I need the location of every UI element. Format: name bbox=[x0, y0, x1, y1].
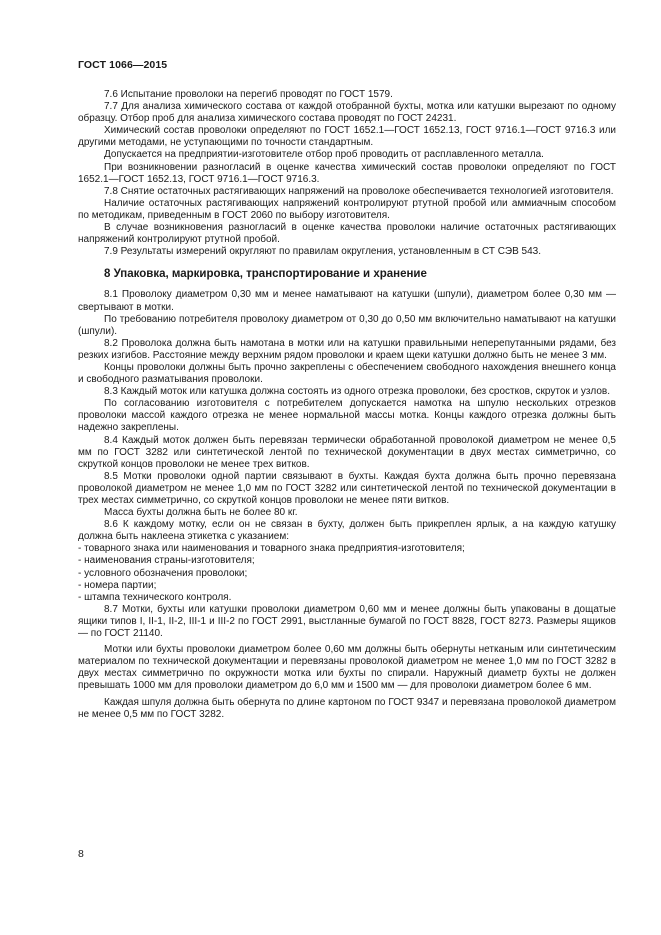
list-item: - номера партии; bbox=[78, 579, 157, 591]
paragraph-7-7: 7.7 Для анализа химического состава от каждой отобранной бухты, мотка или катушки вырезают по одному образцу. Отбор проб для анализа химического состава проводят по ГОСТ 24231. bbox=[78, 101, 616, 125]
paragraph-7-8: 7.8 Снятие остаточных растягивающих напряжений на проволоке обеспечивается технологией изготовителя. bbox=[104, 185, 614, 197]
paragraph-8-7: 8.7 Мотки, бухты или катушки проволоки диаметром 0,60 мм и менее должны быть упакованы в дощатые ящики типов I, II-1, II-2, III-1 и III-2 по ГОСТ 2991, выстланные бумагой по ГОСТ 8828, ГОСТ 8273. Размеры ящиков — по ГОСТ 21140. bbox=[78, 603, 616, 640]
paragraph-7-6: 7.6 Испытание проволоки на перегиб проводят по ГОСТ 1579. bbox=[104, 89, 393, 100]
section-8-title: 8 Упаковка, маркировка, транспортирование и хранение bbox=[104, 268, 427, 281]
doc-header: ГОСТ 1066—2015 bbox=[78, 59, 168, 71]
paragraph: Наличие остаточных растягивающих напряжений контролируют ртутной пробой или аммиачным способом по методикам, приведенным в ГОСТ 2060 по выбору изготовителя. bbox=[78, 197, 616, 221]
paragraph: Концы проволоки должны быть прочно закреплены с обеспечением свободного нахождения внешнего конца и свободного разматывания проволоки. bbox=[78, 361, 616, 386]
paragraph-7-9: 7.9 Результаты измерений округляют по правилам округления, установленным в СТ СЭВ 543. bbox=[104, 246, 542, 258]
paragraph-8-6: 8.6 К каждому мотку, если он не связан в бухту, должен быть прикреплен ярлык, а на каждую катушку должна быть наклеена этикетка с указанием: bbox=[78, 519, 616, 543]
paragraph: Масса бухты должна быть не более 80 кг. bbox=[104, 507, 298, 519]
list-item: - условного обозначения проволоки; bbox=[78, 567, 248, 579]
paragraph: Каждая шпуля должна быть обернута по длине картоном по ГОСТ 9347 и перевязана проволокой диаметром не менее 0,5 мм по ГОСТ 3282. bbox=[78, 696, 616, 720]
paragraph-8-3: 8.3 Каждый моток или катушка должна состоять из одного отрезка проволоки, без сростков, скруток и узлов. bbox=[104, 386, 610, 398]
paragraph: При возникновении разногласий в оценке качества химический состав проволоки определяют по ГОСТ 1652.1—ГОСТ 1652.13, ГОСТ 9716.1—ГОСТ 9716.3. bbox=[78, 161, 616, 185]
list-item: - товарного знака или наименования и товарного знака предприятия-изготовителя; bbox=[78, 543, 465, 555]
paragraph-8-5: 8.5 Мотки проволоки одной партии связывают в бухты. Каждая бухта должна быть прочно перевязана проволокой диаметром не менее 1,0 мм по ГОСТ 3282 или синтетической лентой по технической документации в трех местах симметрично, со скруткой концов проволоки не менее пяти витков. bbox=[78, 470, 616, 506]
paragraph: В случае возникновения разногласий в оценке качества проволоки наличие остаточных растягивающих напряжений контролируют ртутной пробой. bbox=[78, 222, 616, 246]
paragraph: Химический состав проволоки определяют по ГОСТ 1652.1—ГОСТ 1652.13, ГОСТ 9716.1—ГОСТ 9716.3 или другими методами, не уступающими по точности стандартным. bbox=[78, 125, 616, 149]
paragraph: Мотки или бухты проволоки диаметром более 0,60 мм должны быть обернуты нетканым или синтетическим материалом по технической документации и перевязаны проволокой диаметром не менее 1,0 мм по ГОСТ 3282 в двух местах симметрично по окружности мотка или бухты по спирали. Наружный диаметр бухты не должен превышать 1000 мм для проволоки диаметром до 6,0 мм и 1500 мм — для проволоки диаметром более 6 мм. bbox=[78, 644, 616, 692]
document-body bbox=[78, 89, 616, 721]
paragraph-8-2: 8.2 Проволока должна быть намотана в мотки или на катушки правильными неперепутанными рядами, без резких изгибов. Расстояние между верхним рядом проволоки и краем щеки катушки должно быть не менее 3 мм. bbox=[78, 337, 616, 361]
list-item: - наименования страны-изготовителя; bbox=[78, 555, 255, 567]
paragraph-8-4: 8.4 Каждый моток должен быть перевязан термически обработанной проволокой диаметром не менее 0,5 мм по ГОСТ 3282 или синтетической лентой по технической документации в двух местах симметрично, со скруткой концов проволоки не менее трех витков. bbox=[78, 434, 616, 470]
page-number: 8 bbox=[78, 848, 84, 860]
paragraph: По согласованию изготовителя с потребителем допускается намотка на шпулю нескольких отрезков проволоки массой каждого отрезка не менее нормальной массы мотка. Концы каждого отрезка должны быть надежно закреплены. bbox=[78, 398, 616, 434]
paragraph-8-1: 8.1 Проволоку диаметром 0,30 мм и менее наматывают на катушки (шпули), диаметром более 0,30 мм — свертывают в мотки. bbox=[78, 289, 616, 313]
paragraph: По требованию потребителя проволоку диаметром от 0,30 до 0,50 мм включительно наматывают на катушки (шпули). bbox=[78, 313, 616, 337]
paragraph: Допускается на предприятии-изготовителе отбор проб проводить от расплавленного металла. bbox=[104, 149, 544, 161]
list-item: - штампа технического контроля. bbox=[78, 591, 232, 603]
